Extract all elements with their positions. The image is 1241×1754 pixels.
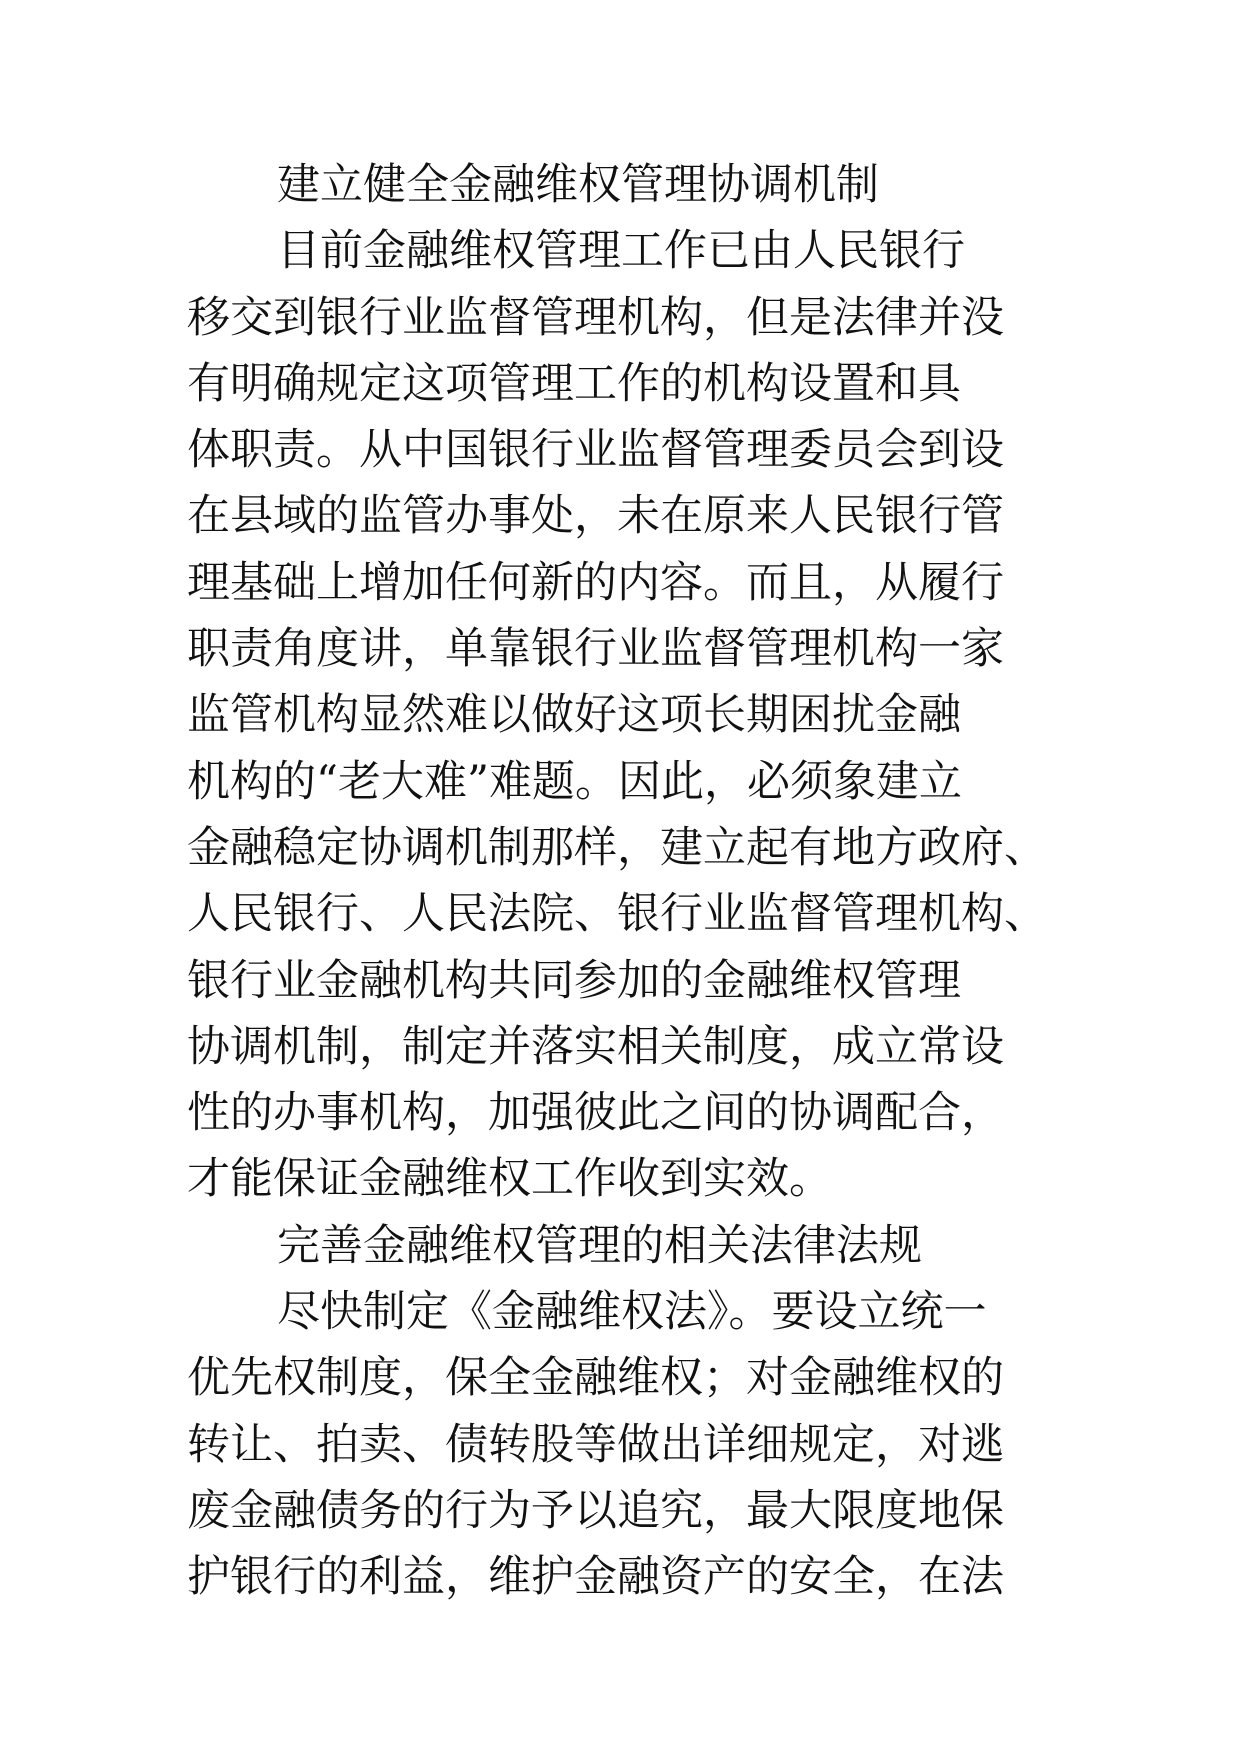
- paragraph-line: 理基础上增加任何新的内容。而且，从履行: [187, 557, 1004, 608]
- paragraph-line: 移交到银行业监督管理机构，但是法律并没: [187, 292, 1004, 343]
- paragraph-line: 职责角度讲，单靠银行业监督管理机构一家: [187, 624, 1004, 675]
- paragraph-line: 性的办事机构，加强彼此之间的协调配合，: [187, 1088, 1004, 1139]
- paragraph-line: 机构的“老大难”难题。因此，必须象建立: [187, 756, 962, 807]
- document-body: [187, 152, 1067, 1611]
- paragraph-line: 才能保证金融维权工作收到实效。: [187, 1154, 832, 1205]
- paragraph-line: 银行业金融机构共同参加的金融维权管理: [187, 955, 961, 1006]
- paragraph-line: 护银行的利益，维护金融资产的安全，在法: [187, 1552, 1004, 1603]
- paragraph-line: 金融稳定协调机制那样，建立起有地方政府、: [187, 822, 1047, 873]
- paragraph-line: 废金融债务的行为予以追究，最大限度地保: [187, 1485, 1004, 1536]
- paragraph-line: 人民银行、人民法院、银行业监督管理机构、: [187, 889, 1047, 940]
- paragraph-line: 有明确规定这项管理工作的机构设置和具: [187, 358, 961, 409]
- paragraph-line: 监管机构显然难以做好这项长期困扰金融: [187, 690, 961, 741]
- paragraph-line: 转让、拍卖、债转股等做出详细规定，对逃: [187, 1419, 1004, 1470]
- paragraph-line: 在县域的监管办事处，未在原来人民银行管: [187, 491, 1004, 542]
- paragraph-line: 协调机制，制定并落实相关制度，成立常设: [187, 1021, 1004, 1072]
- paragraph-line: 尽快制定《金融维权法》。要设立统一: [277, 1287, 987, 1338]
- section-heading: 建立健全金融维权管理协调机制: [277, 160, 879, 210]
- paragraph-line: 优先权制度，保全金融维权；对金融维权的: [187, 1353, 1004, 1404]
- paragraph-line: 目前金融维权管理工作已由人民银行: [277, 226, 965, 277]
- paragraph-line: 体职责。从中国银行业监督管理委员会到设: [187, 425, 1004, 476]
- section-heading: 完善金融维权管理的相关法律法规: [277, 1220, 922, 1271]
